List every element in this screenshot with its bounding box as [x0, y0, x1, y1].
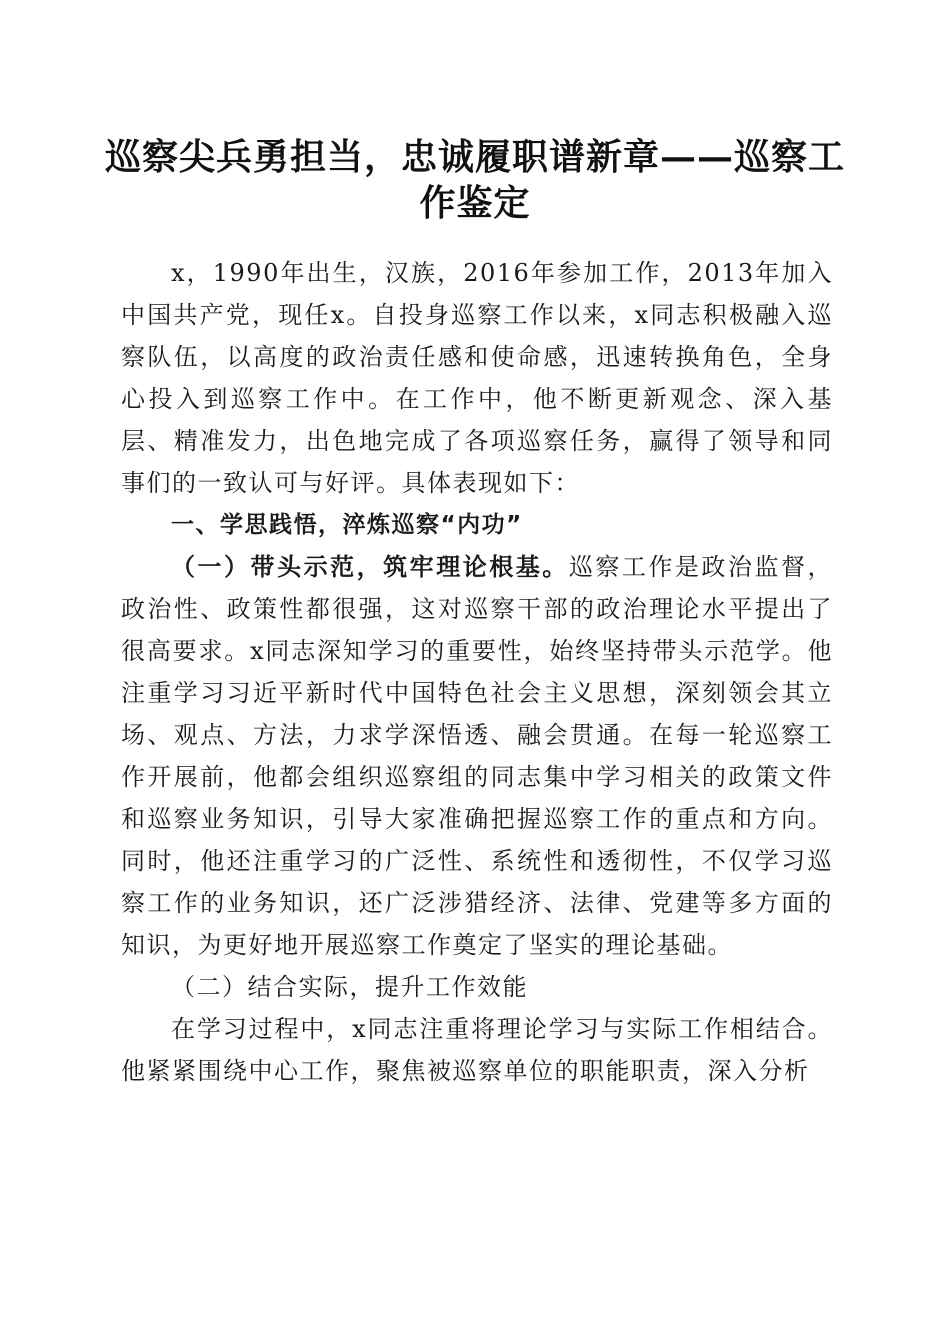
subsection-1-text: 巡察工作是政治监督，政治性、政策性都很强，这对巡察干部的政治理论水平提出了很高要求。x同志深知学习的重要性，始终坚持带头示范学。他注重学习习近平新时代中国特色社会主义思想，深刻领会其立场、观点、方法，力求学深悟透、融会贯通。在每一轮巡察工作开展前，他都会组织巡察组的同志集中学习相关的政策文件和巡察业务知识，引导大家准确把握巡察工作的重点和方向。同时，他还注重学习的广泛性、系统性和透彻性，不仅学习巡察工作的业务知识，还广泛涉猎经济、法律、党建等多方面的知识，为更好地开展巡察工作奠定了坚实的理论基础。: [121, 553, 833, 959]
intro-paragraph: x，1990年出生，汉族，2016年参加工作，2013年加入中国共产党，现任x。自投身巡察工作以来，x同志积极融入巡察队伍，以高度的政治责任感和使命感，迅速转换角色，全身心投入到巡察工作中。在工作中，他不断更新观念、深入基层、精准发力，出色地完成了各项巡察任务，赢得了领导和同事们的一致认可与好评。具体表现如下：: [121, 259, 833, 497]
section-heading-1: 一、学思践悟，淬炼巡察“内功”: [171, 512, 523, 538]
subsection-1-lead: （一）带头示范，筑牢理论根基。: [171, 552, 569, 581]
subsection-2-heading: （二）结合实际，提升工作效能: [171, 973, 528, 1001]
document-title: 巡察尖兵勇担当，忠诚履职谱新章——巡察工作鉴定: [104, 136, 845, 224]
subsection-1-paragraph: [121, 546, 833, 966]
document-body: [121, 252, 833, 1092]
subsection-2-paragraph: 在学习过程中，x同志注重将理论学习与实际工作相结合。他紧紧围绕中心工作，聚焦被巡察单位的职能职责，深入分析: [121, 1015, 833, 1085]
